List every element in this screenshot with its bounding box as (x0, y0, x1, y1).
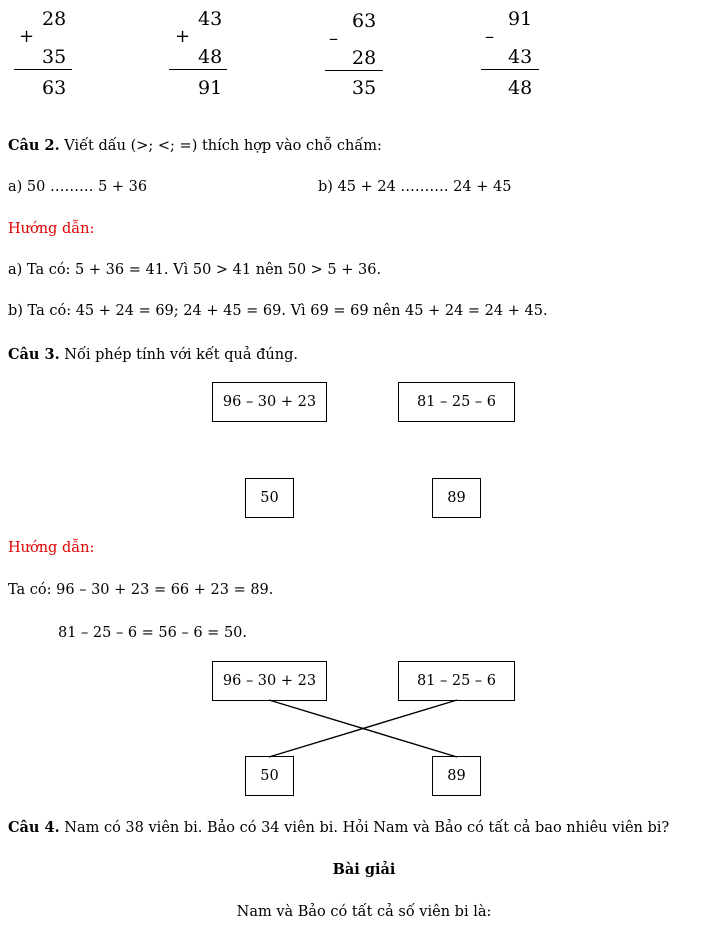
operand-top: 63 (352, 10, 377, 32)
result-box-2[interactable]: 89 (432, 478, 481, 518)
question-3-guide-heading: Hướng dẫn: (8, 540, 95, 556)
question-2-answer-a: a) Ta có: 5 + 36 = 41. Vì 50 > 41 nên 50 > 5 + 36. (8, 262, 382, 278)
question-2-text: Viết dấu (>; <; =) thích hợp vào chỗ chấm: (59, 138, 382, 154)
minus-sign: – (485, 26, 494, 47)
answer-expression-box-2: 81 – 25 – 6 (398, 661, 515, 701)
operation-result: 91 (198, 77, 223, 99)
answer-expression-box-1: 96 – 30 + 23 (212, 661, 327, 701)
question-3-answer-line-1: Ta có: 96 – 30 + 23 = 66 + 23 = 89. (8, 582, 274, 598)
question-4-text: Nam có 38 viên bi. Bảo có 34 viên bi. Hỏi Nam và Bảo có tất cả bao nhiêu viên bi? (59, 820, 670, 836)
question-2-guide-heading: Hướng dẫn: (8, 221, 95, 237)
operation-result: 35 (352, 77, 377, 99)
plus-sign: + (19, 26, 35, 47)
operation-result: 48 (508, 77, 533, 99)
operand-bottom: 28 (352, 47, 377, 69)
expression-box-2[interactable]: 81 – 25 – 6 (398, 382, 515, 422)
question-3-answer-line-2: 81 – 25 – 6 = 56 – 6 = 50. (58, 625, 248, 641)
question-3-text: Nối phép tính với kết quả đúng. (59, 347, 298, 363)
operand-bottom: 43 (508, 46, 533, 68)
expression-box-1[interactable]: 96 – 30 + 23 (212, 382, 327, 422)
operation-result: 63 (42, 77, 67, 99)
operand-bottom: 48 (198, 46, 223, 68)
solution-line: Nam và Bảo có tất cả số viên bi là: (236, 904, 492, 920)
result-box-1[interactable]: 50 (245, 478, 294, 518)
solution-title: Bài giải (332, 861, 396, 878)
plus-sign: + (175, 26, 191, 47)
answer-result-box-1: 50 (245, 756, 294, 796)
question-2-answer-b: b) Ta có: 45 + 24 = 69; 24 + 45 = 69. Vì 69 = 69 nên 45 + 24 = 24 + 45. (8, 303, 548, 319)
minus-sign: – (329, 28, 338, 49)
answer-result-box-2: 89 (432, 756, 481, 796)
operand-top: 43 (198, 8, 223, 30)
question-3-label: Câu 3. (8, 346, 60, 363)
question-2-part-b: b) 45 + 24 ………. 24 + 45 (318, 179, 512, 195)
operand-top: 28 (42, 8, 67, 30)
question-4-label: Câu 4. (8, 819, 60, 836)
question-4-heading (8, 819, 669, 836)
operand-top: 91 (508, 8, 533, 30)
question-2-part-a: a) 50 ……… 5 + 36 (8, 179, 148, 195)
operand-bottom: 35 (42, 46, 67, 68)
question-2-label: Câu 2. (8, 137, 60, 154)
